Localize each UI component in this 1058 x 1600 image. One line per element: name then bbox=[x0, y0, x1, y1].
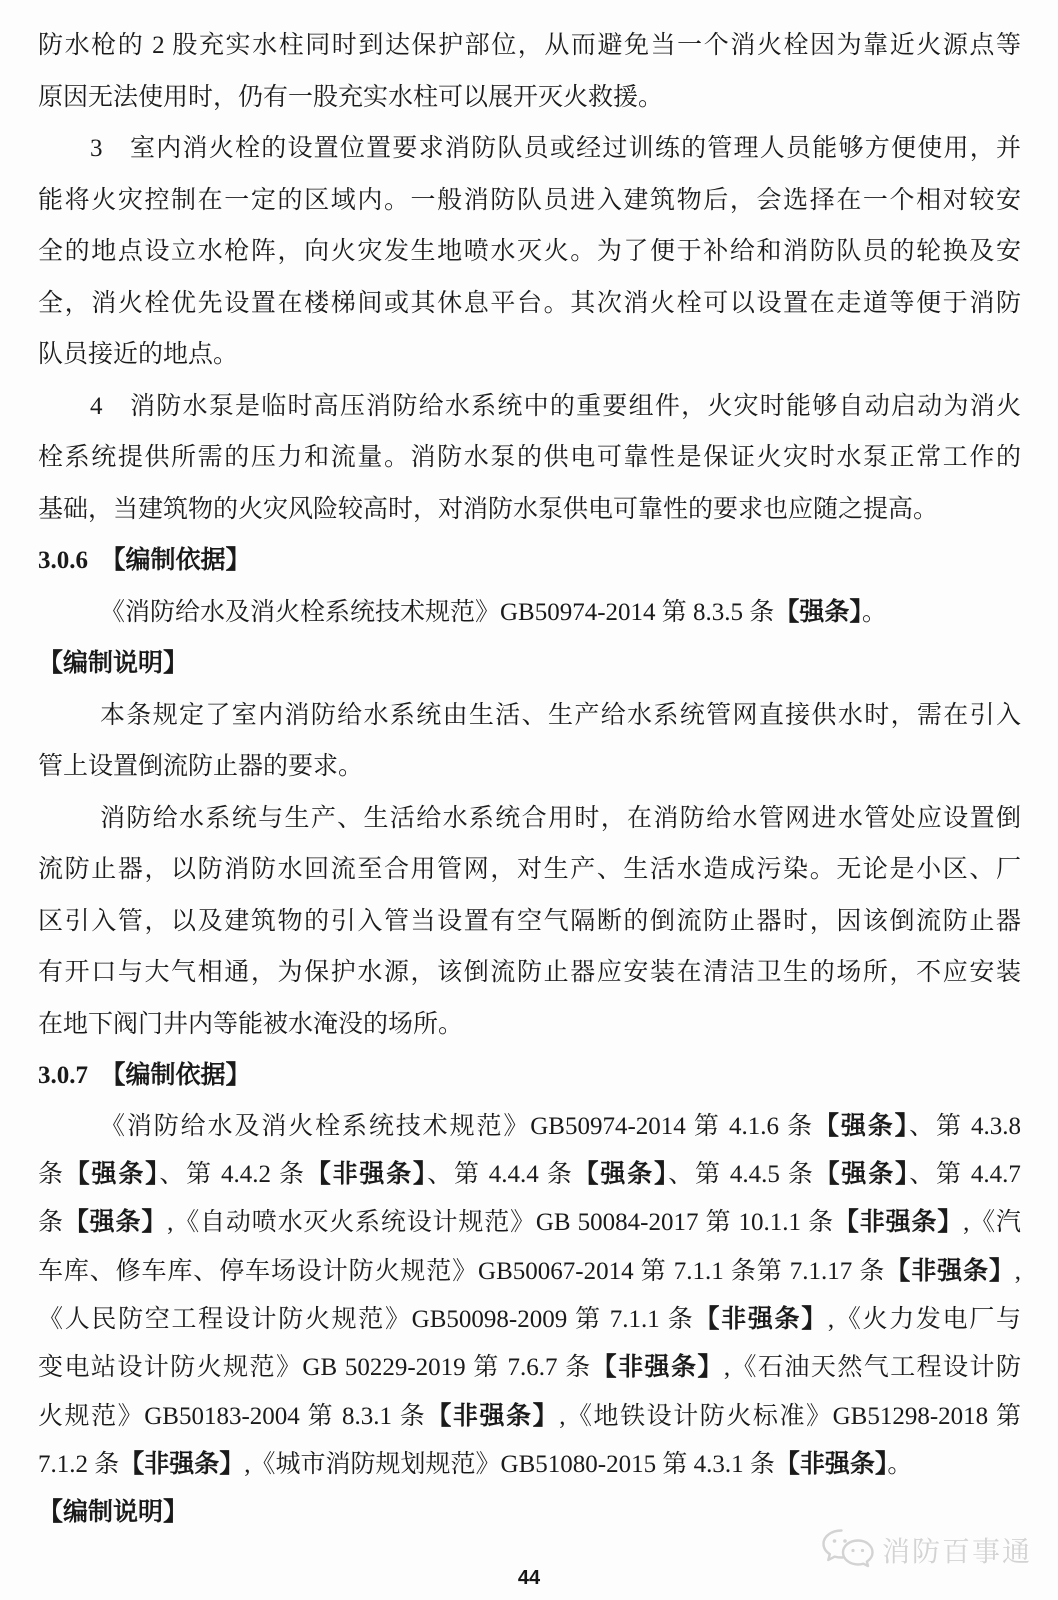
watermark bbox=[821, 1528, 1032, 1572]
text-line: 《消防给水及消火栓系统技术规范》GB50974-2014 第 8.3.5 条【强条】。 bbox=[100, 597, 887, 626]
text-line: 栓系统提供所需的压力和流量。消防水泵的供电可靠性是保证火灾时水泵正常工作的 bbox=[38, 444, 1021, 471]
text-line: 流防止器，以防消防水回流至合用管网，对生产、生活水造成污染。无论是小区、厂 bbox=[38, 856, 1021, 883]
text-line: 7.1.2 条【非强条】,《城市消防规划规范》GB51080-2015 第 4.3.1 条【非强条】。 bbox=[38, 1450, 913, 1479]
text-line: 防水枪的 2 股充实水柱同时到达保护部位，从而避免当一个消火栓因为靠近火源点等 bbox=[38, 32, 1021, 59]
section-heading: 【编制说明】 bbox=[38, 1498, 189, 1526]
text-line: 车库、修车库、停车场设计防火规范》GB50067-2014 第 7.1.1 条第 7.1.17 条【非强条】, bbox=[38, 1256, 1021, 1285]
text-line: 原因无法使用时，仍有一股充实水柱可以展开灭火救援。 bbox=[38, 83, 664, 111]
text-line: 4 消防水泵是临时高压消防给水系统中的重要组件，火灾时能够自动启动为消火 bbox=[90, 392, 1021, 420]
text-line: 3 室内消火栓的设置位置要求消防队员或经过训练的管理人员能够方便使用，并 bbox=[90, 135, 1021, 162]
text-line: 条【强条】、第 4.4.2 条【非强条】、第 4.4.4 条【强条】、第 4.4.5 条【强条】、第 4.4.7 bbox=[38, 1159, 1021, 1188]
wechat-bubbles-icon bbox=[821, 1528, 875, 1572]
document-lines bbox=[38, 20, 1021, 1537]
text-line: 全的地点设立水枪阵，向火灾发生地喷水灭火。为了便于补给和消防队员的轮换及安 bbox=[38, 238, 1021, 265]
section-heading: 3.0.7 【编制依据】 bbox=[38, 1062, 251, 1089]
text-line: 在地下阀门井内等能被水淹没的场所。 bbox=[38, 1010, 464, 1038]
text-line: 队员接近的地点。 bbox=[38, 341, 239, 368]
text-line: 有开口与大气相通，为保护水源，该倒流防止器应安装在清洁卫生的场所，不应安装 bbox=[38, 959, 1021, 986]
text-line: 能将火灾控制在一定的区域内。一般消防队员进入建筑物后，会选择在一个相对较安 bbox=[38, 186, 1021, 214]
text-line: 本条规定了室内消防给水系统由生活、生产给水系统管网直接供水时，需在引入 bbox=[100, 701, 1021, 729]
text-line: 变电站设计防火规范》GB 50229-2019 第 7.6.7 条【非强条】,《石油天然气工程设计防 bbox=[38, 1353, 1021, 1382]
watermark-text: 消防百事通 bbox=[881, 1536, 1032, 1567]
text-line: 区引入管，以及建筑物的引入管当设置有空气隔断的倒流防止器时，因该倒流防止器 bbox=[38, 907, 1021, 935]
section-heading: 3.0.6 【编制依据】 bbox=[38, 547, 251, 574]
text-line: 《人民防空工程设计防火规范》GB50098-2009 第 7.1.1 条【非强条】,《火力发电厂与 bbox=[38, 1305, 1021, 1334]
text-line: 《消防给水及消火栓系统技术规范》GB50974-2014 第 4.1.6 条【强条】、第 4.3.8 bbox=[100, 1111, 1021, 1140]
text-line: 条【强条】,《自动喷水灭火系统设计规范》GB 50084-2017 第 10.1.1 条【非强条】,《汽 bbox=[38, 1208, 1021, 1237]
text-line: 全，消火栓优先设置在楼梯间或其休息平台。其次消火栓可以设置在走道等便于消防 bbox=[38, 289, 1021, 317]
text-line: 火规范》GB50183-2004 第 8.3.1 条【非强条】,《地铁设计防火标准》GB51298-2018 第 bbox=[38, 1401, 1021, 1430]
text-line: 消防给水系统与生产、生活给水系统合用时，在消防给水管网进水管处应设置倒 bbox=[100, 804, 1021, 832]
page-number: 44 bbox=[517, 1567, 541, 1589]
text-line: 管上设置倒流防止器的要求。 bbox=[38, 753, 364, 780]
text-line: 基础，当建筑物的火灾风险较高时，对消防水泵供电可靠性的要求也应随之提高。 bbox=[38, 495, 939, 523]
section-heading: 【编制说明】 bbox=[38, 650, 189, 677]
